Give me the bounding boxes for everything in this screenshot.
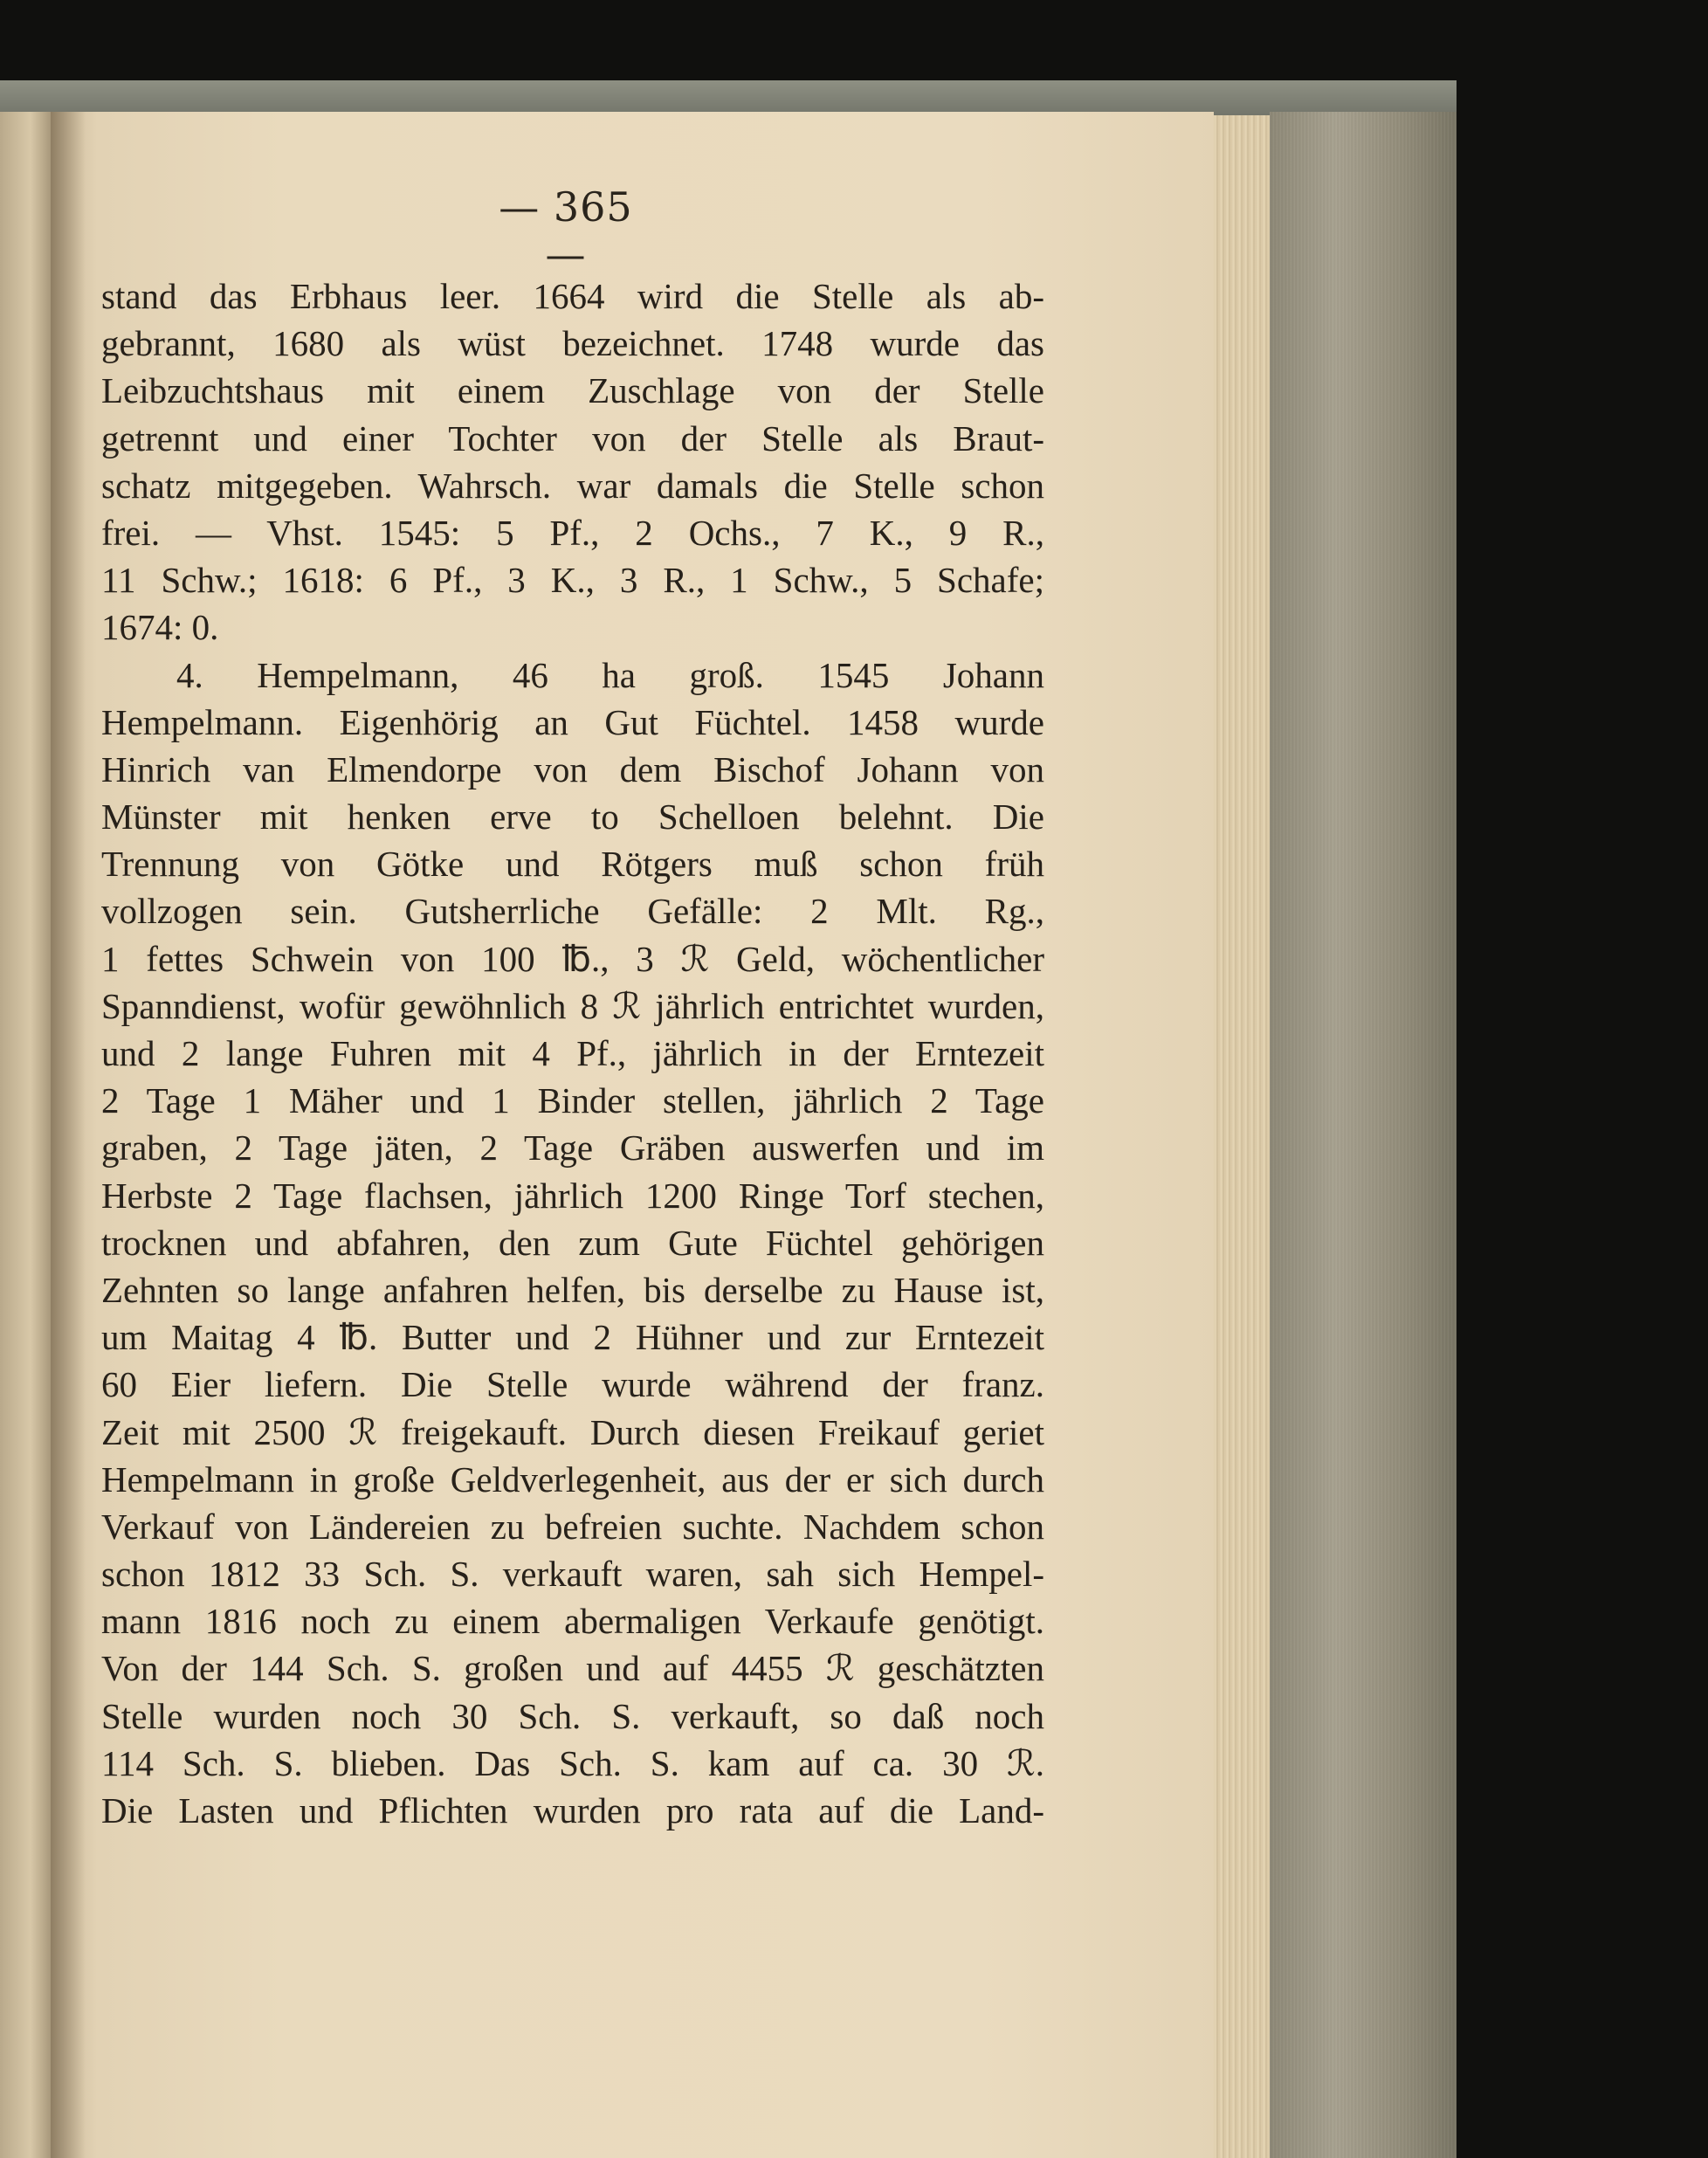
text-line: gebrannt, 1680 als wüst bezeichnet. 1748 wurde das — [101, 323, 1044, 364]
text-line: stand das Erbhaus leer. 1664 wird die Stelle als ab- — [101, 276, 1044, 316]
text-line: 2 Tage 1 Mäher und 1 Binder stellen, jährlich 2 Tage — [101, 1080, 1044, 1121]
text-line: Herbste 2 Tage flachsen, jährlich 1200 Ringe Torf stechen, — [101, 1175, 1044, 1216]
text-line: Zeit mit 2500 ℛ freigekauft. Durch diesen Freikauf geriet — [101, 1411, 1044, 1452]
text-line: Hinrich van Elmendorpe von dem Bischof Johann von — [101, 748, 1044, 789]
text-line: Zehnten so lange anfahren helfen, bis derselbe zu Hause ist, — [101, 1269, 1044, 1310]
back-cover-board — [1270, 112, 1457, 2158]
text-line: Leibzuchtshaus mit einem Zuschlage von der Stelle — [101, 370, 1044, 411]
text-line: Hempelmann. Eigenhörig an Gut Füchtel. 1458 wurde — [101, 701, 1044, 742]
text-line: Verkauf von Ländereien zu befreien suchte. Nachdem schon — [101, 1506, 1044, 1547]
section-heading-line: 4. Hempelmann, 46 ha groß. 1545 Johann — [176, 654, 1044, 695]
text-line: 1674: 0. — [101, 607, 219, 648]
previous-page-edge — [0, 112, 51, 2158]
text-line: Die Lasten und Pflichten wurden pro rata auf die Land- — [101, 1790, 1044, 1831]
text-line: 11 Schw.; 1618: 6 Pf., 3 K., 3 R., 1 Schw., 5 Schafe; — [101, 560, 1044, 601]
text-line: graben, 2 Tage jäten, 2 Tage Gräben auswerfen und im — [101, 1127, 1044, 1169]
page-edges — [1207, 115, 1270, 2158]
body-text — [101, 272, 1044, 1834]
text-line: trocknen und abfahren, den zum Gute Füchtel gehörigen — [101, 1222, 1044, 1263]
text-line: 114 Sch. S. blieben. Das Sch. S. kam auf ca. 30 ℛ. — [101, 1742, 1044, 1783]
text-line: Stelle wurden noch 30 Sch. S. verkauft, so daß noch — [101, 1695, 1044, 1736]
page-number: — 365 — — [499, 183, 633, 278]
text-line: getrennt und einer Tochter von der Stelle als Braut- — [101, 417, 1044, 458]
text-line: frei. — Vhst. 1545: 5 Pf., 2 Ochs., 7 K., 9 R., — [101, 512, 1044, 553]
gutter-shadow — [51, 112, 86, 2158]
text-line: Spanndienst, wofür gewöhnlich 8 ℛ jährlich entrichtet wurden, — [101, 985, 1044, 1026]
text-line: Trennung von Götke und Rötgers muß schon früh — [101, 844, 1044, 885]
text-line: Von der 144 Sch. S. großen und auf 4455 ℛ geschätzten — [101, 1648, 1044, 1689]
text-line: Münster mit henken erve to Schelloen belehnt. Die — [101, 796, 1044, 838]
text-line: 1 fettes Schwein von 100 ℔., 3 ℛ Geld, wöchentlicher — [101, 938, 1044, 979]
text-line: schon 1812 33 Sch. S. verkauft waren, sah sich Hempel- — [101, 1554, 1044, 1595]
text-line: schatz mitgegeben. Wahrsch. war damals die Stelle schon — [101, 465, 1044, 506]
text-line: um Maitag 4 ℔. Butter und 2 Hühner und zur Erntezeit — [101, 1317, 1044, 1358]
text-line: mann 1816 noch zu einem abermaligen Verkaufe genötigt. — [101, 1601, 1044, 1642]
text-line: und 2 lange Fuhren mit 4 Pf., jährlich in der Erntezeit — [101, 1033, 1044, 1073]
text-line: vollzogen sein. Gutsherrliche Gefälle: 2 Mlt. Rg., — [101, 891, 1044, 932]
text-line: 60 Eier liefern. Die Stelle wurde während der franz. — [101, 1364, 1044, 1405]
text-line: Hempelmann in große Geldverlegenheit, aus der er sich durch — [101, 1458, 1044, 1500]
